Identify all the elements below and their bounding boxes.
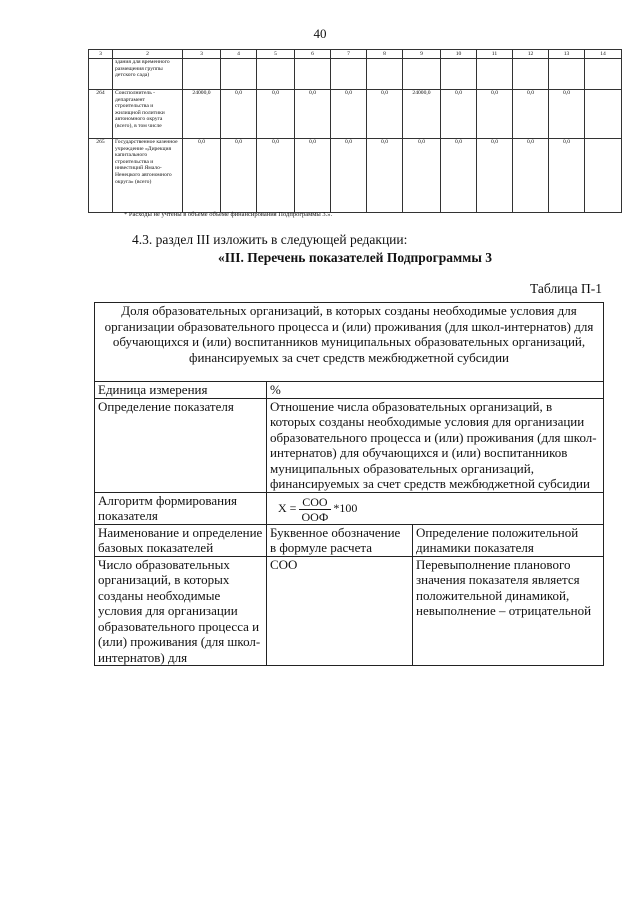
row-number — [89, 59, 113, 90]
value-cell: 0,0 — [295, 90, 331, 139]
base-indicator-dynamics: Перевыполнение планового значения показателя является положительной динамикой, невыполнение – отрицательной — [416, 556, 592, 618]
header-cell: 11 — [477, 50, 513, 59]
header-cell: 7 — [331, 50, 367, 59]
value-cell: 0,0 — [331, 90, 367, 139]
value-cell: 0,0 — [257, 139, 295, 213]
value-cell: 24000,0 — [183, 90, 221, 139]
header-cell: 6 — [295, 50, 331, 59]
indicator-title: Доля образовательных организаций, в которых созданы необходимые условия для организации образовательного процесса и (или) проживания (для школ-интернатов) для обучающихся и (или) воспитанников муниципальных образовательных организаций, финансируемых за счет средств межбюджетной субсидии — [95, 303, 603, 382]
col-header-letter: Буквенное обозначение в формуле расчета — [267, 525, 413, 556]
definition-row — [95, 399, 603, 493]
row-name: Государственное казенное учреждение «Дирекция капитального строительства и инвестиций Ямало-Ненецкого автономного округа» (всего) — [113, 139, 183, 213]
value-cell: 0,0 — [477, 139, 513, 213]
row-number: 265 — [89, 139, 113, 213]
header-cell: 8 — [367, 50, 403, 59]
formula-fraction — [298, 495, 331, 524]
formula — [267, 493, 603, 524]
table-footnote: * Расходы не учтены в объеме объеме финансирования Подпрограммы 3.». — [124, 211, 333, 218]
value-cell: 0,0 — [403, 139, 441, 213]
row-name: Соисполнитель - департамент строительства и жилищной политики автономного округа (всего), в том числе — [113, 90, 183, 139]
indicator-table — [94, 302, 604, 666]
formula-numerator: СОО — [299, 495, 330, 510]
value-cell: 0,0 — [477, 90, 513, 139]
table-label: Таблица П-1 — [530, 281, 602, 296]
definition-value: Отношение числа образовательных организаций, в которых созданы необходимые условия для организации образовательного процесса и (или) проживания (для школ-интернатов) для обучающихся и (или) воспитанников муниципальных образовательных организаций, финансируемых за счет средств межбюджетной субсидии — [270, 398, 597, 491]
base-indicator-row — [95, 557, 603, 666]
value-cell: 24000,0 — [403, 90, 441, 139]
col-header-dynamics: Определение положительной динамики показателя — [416, 524, 579, 555]
unit-label: Единица измерения — [95, 382, 267, 398]
value-cell: 0,0 — [295, 139, 331, 213]
header-cell: 14 — [585, 50, 622, 59]
value-cell: 0,0 — [513, 139, 549, 213]
value-cell: 0,0 — [331, 139, 367, 213]
value-cell: 0,0 — [441, 139, 477, 213]
col-header-name: Наименование и определение базовых показателей — [95, 525, 267, 556]
section-instruction: 4.3. раздел III изложить в следующей редакции: — [132, 232, 408, 247]
header-cell: 3 — [183, 50, 221, 59]
value-cell: 0,0 — [257, 90, 295, 139]
table-row — [89, 59, 622, 90]
funding-table-header — [89, 50, 622, 59]
header-cell: 5 — [257, 50, 295, 59]
header-cell: 12 — [513, 50, 549, 59]
column-header-row — [95, 525, 603, 557]
header-cell: 10 — [441, 50, 477, 59]
table-row — [89, 90, 622, 139]
header-cell: 13 — [549, 50, 585, 59]
table-row — [89, 139, 622, 213]
definition-label: Определение показателя — [95, 399, 267, 492]
funding-table — [88, 49, 622, 213]
unit-row — [95, 382, 603, 399]
value-cell: 0,0 — [549, 139, 585, 213]
base-indicator-letter: СОО — [267, 557, 413, 666]
formula-multiplier: *100 — [333, 501, 358, 516]
base-indicator-name: Число образовательных организаций, в которых созданы необходимые условия для организации образовательного процесса и (или) проживания (для школ-интернатов) для — [95, 557, 267, 666]
section-heading: «III. Перечень показателей Подпрограммы 3 — [218, 250, 493, 265]
value-cell: 0,0 — [549, 90, 585, 139]
value-cell: 0,0 — [367, 90, 403, 139]
header-cell: 9 — [403, 50, 441, 59]
value-cell: 0,0 — [183, 139, 221, 213]
row-number: 264 — [89, 90, 113, 139]
value-cell: 0,0 — [441, 90, 477, 139]
page-number: 40 — [313, 26, 327, 41]
value-cell: 0,0 — [513, 90, 549, 139]
row-name: здания для временного размещения группы детского сада) — [113, 59, 183, 90]
value-cell — [585, 90, 622, 139]
unit-value: % — [270, 382, 281, 397]
header-cell: 2 — [113, 50, 183, 59]
value-cell: 0,0 — [221, 139, 257, 213]
value-cell: 0,0 — [221, 90, 257, 139]
algorithm-label: Алгоритм формирования показателя — [95, 493, 267, 524]
value-cell — [585, 139, 622, 213]
formula-denominator: ООФ — [301, 509, 329, 524]
header-cell: 3 — [89, 50, 113, 59]
algorithm-row — [95, 493, 603, 525]
header-cell: 4 — [221, 50, 257, 59]
value-cell: 0,0 — [367, 139, 403, 213]
formula-lhs: X = — [278, 501, 297, 516]
